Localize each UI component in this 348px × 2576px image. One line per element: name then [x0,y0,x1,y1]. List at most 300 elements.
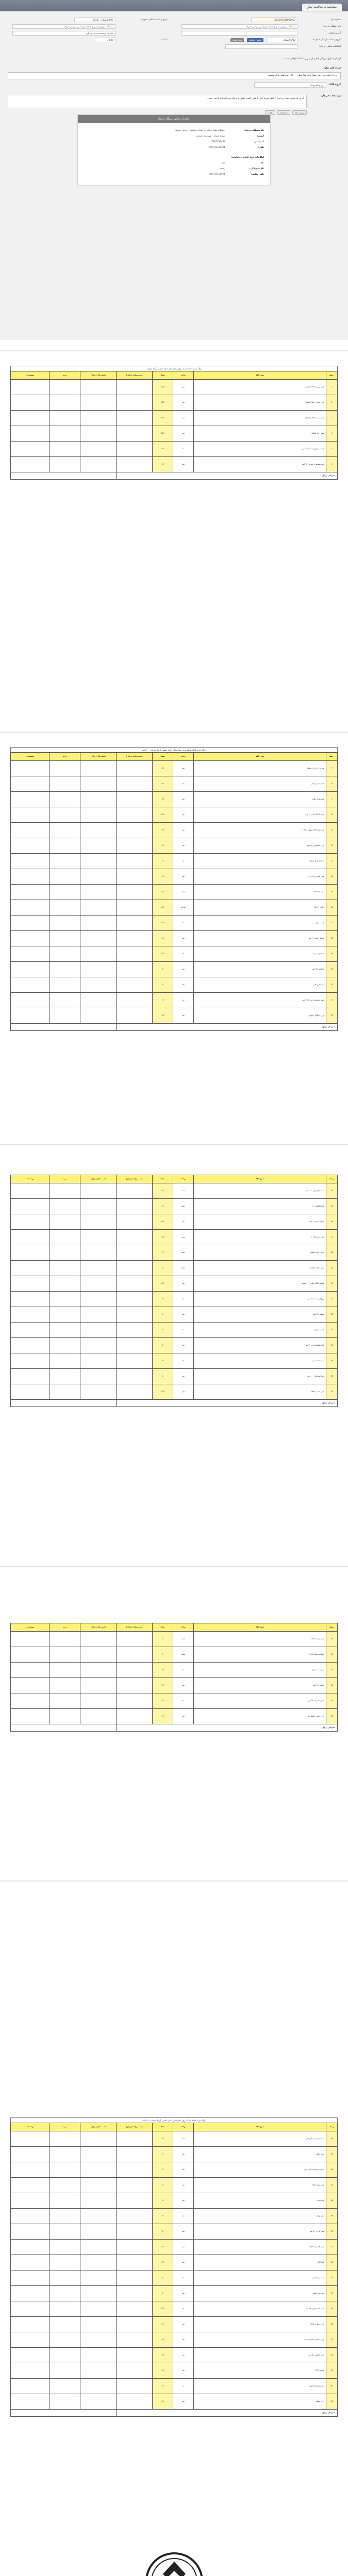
price-cell[interactable] [49,426,80,442]
price-cell[interactable] [117,2224,153,2240]
table-cell: 50 [153,2363,173,2379]
table-cell: 17 [326,916,338,931]
price-cell[interactable] [80,1338,117,1353]
price-cell[interactable] [117,2147,153,2162]
price-cell[interactable] [117,869,153,885]
price-cell[interactable] [11,2363,49,2379]
table-cell: 46 [326,2162,338,2178]
price-cell[interactable] [80,838,117,854]
price-cell[interactable] [49,1230,80,1245]
price-cell[interactable] [11,1709,49,1724]
buyer-contact-field[interactable] [225,44,297,49]
table-cell: 37 [326,1384,338,1400]
price-cell[interactable] [80,457,117,472]
table-row [11,823,338,838]
price-cell[interactable] [11,2131,49,2147]
price-cell[interactable] [49,457,80,472]
price-cell[interactable] [49,838,80,854]
price-cell[interactable] [49,2348,80,2363]
price-cell[interactable] [11,792,49,807]
price-cell[interactable] [49,1307,80,1323]
price-cell[interactable] [49,885,80,900]
field-row [8,16,168,23]
table-cell: 49 [326,2209,338,2224]
price-cell[interactable] [80,792,117,807]
unit-name-field[interactable]: دانشگاه علوم پزشکی و خدمات بهداشتی درمانی جیرفت [12,24,115,29]
price-cell[interactable] [117,2363,153,2379]
price-cell[interactable] [49,1632,80,1647]
price-cell[interactable] [117,1353,153,1369]
contact-value: 7861756447 [211,140,225,143]
sum-value[interactable] [11,1724,117,1732]
price-cell[interactable] [80,1353,117,1369]
price-cell[interactable] [11,761,49,776]
price-cell[interactable] [117,1632,153,1647]
price-cell[interactable] [117,776,153,792]
announce-date-field[interactable]: 1402/04/28 - 12:45 [74,18,115,22]
price-cell[interactable] [49,1663,80,1678]
price-cell[interactable] [117,1369,153,1384]
price-cell[interactable] [11,885,49,900]
price-cell[interactable] [11,1647,49,1663]
price-cell[interactable] [117,1323,153,1338]
price-cell[interactable] [80,807,117,823]
price-cell[interactable] [80,1307,117,1323]
view-button[interactable]: مشاهده [277,110,290,115]
price-cell[interactable] [11,946,49,962]
price-cell[interactable] [11,1183,49,1199]
price-cell[interactable] [117,2332,153,2348]
price-cell[interactable] [117,2178,153,2193]
price-cell[interactable] [11,2255,49,2270]
price-cell[interactable] [11,2162,49,2178]
price-cell[interactable] [11,442,49,457]
delivery-address-field[interactable] [181,31,297,36]
price-cell[interactable] [11,2394,49,2410]
price-cell[interactable] [117,2317,153,2332]
price-cell[interactable] [117,1245,153,1261]
price-cell[interactable] [49,1678,80,1693]
table-cell: 12 [153,2162,173,2178]
deadline-time-field[interactable]: 14:00 [95,38,115,42]
price-cell[interactable] [80,1384,117,1400]
price-cell[interactable] [11,426,49,442]
table-cell: 50 [153,2394,173,2410]
price-cell[interactable] [11,457,49,472]
price-cell[interactable] [49,2332,80,2348]
table-row [11,1678,338,1693]
price-cell[interactable] [80,2394,117,2410]
need-number-field[interactable]: 1203002346000017 [251,18,297,22]
price-cell[interactable] [80,885,117,900]
sum-value[interactable] [11,1400,117,1407]
price-cell[interactable] [49,792,80,807]
price-cell[interactable] [49,1384,80,1400]
price-cell[interactable] [80,1647,117,1663]
price-cell[interactable] [80,2348,117,2363]
price-cell[interactable] [11,1323,49,1338]
sum-value[interactable] [11,1024,117,1031]
price-cell[interactable] [80,1369,117,1384]
price-cell[interactable] [117,1199,153,1214]
price-cell[interactable] [11,1276,49,1292]
price-cell[interactable] [117,1230,153,1245]
price-cell[interactable] [117,442,153,457]
price-cell[interactable] [80,776,117,792]
price-cell[interactable] [49,2270,80,2286]
price-cell[interactable] [11,931,49,946]
price-cell[interactable] [80,1663,117,1678]
price-cell[interactable] [80,395,117,411]
price-cell[interactable] [80,1323,117,1338]
price-cell[interactable] [49,1323,80,1338]
price-cell[interactable] [11,1214,49,1230]
price-cell[interactable] [117,946,153,962]
price-cell[interactable] [49,2240,80,2255]
price-cell[interactable] [11,1353,49,1369]
price-cell[interactable] [80,993,117,1008]
price-cell[interactable] [80,2131,117,2147]
price-cell[interactable] [117,1307,153,1323]
price-cell[interactable] [49,900,80,916]
price-cell[interactable] [49,977,80,993]
price-cell[interactable] [11,977,49,993]
price-cell[interactable] [49,2317,80,2332]
price-cell[interactable] [117,1678,153,1693]
price-cell[interactable] [49,993,80,1008]
price-cell[interactable] [117,1183,153,1199]
print-button[interactable]: چاپ [265,110,275,115]
price-cell[interactable] [49,1292,80,1307]
price-cell[interactable] [117,2286,153,2301]
price-cell[interactable] [49,2286,80,2301]
price-cell[interactable] [11,411,49,426]
price-cell[interactable] [80,426,117,442]
price-cell[interactable] [49,1276,80,1292]
price-cell[interactable] [49,2162,80,2178]
price-cell[interactable] [117,962,153,977]
price-cell[interactable] [49,1353,80,1369]
price-cell[interactable] [49,1693,80,1709]
subject-field[interactable]: خرید اجناس مورد نیاز شبکه برق بیمارستان — ۴۶ ردیف طبق فایل پیوست [8,72,341,79]
column-header: قیمت واحد (ریال) [117,371,153,380]
price-cell[interactable] [11,2147,49,2162]
price-cell[interactable] [117,457,153,472]
price-cell[interactable] [80,931,117,946]
price-cell[interactable] [49,2193,80,2209]
price-cell[interactable] [11,1369,49,1384]
price-cell[interactable] [80,854,117,869]
price-cell[interactable] [11,776,49,792]
price-cell[interactable] [11,2270,49,2286]
price-cell[interactable] [80,2193,117,2209]
sum-value[interactable] [11,2410,117,2417]
price-cell[interactable] [11,854,49,869]
price-cell[interactable] [80,962,117,977]
price-cell[interactable] [80,1008,117,1024]
price-cell[interactable] [80,1693,117,1709]
price-cell[interactable] [11,900,49,916]
price-cell[interactable] [117,1384,153,1400]
price-cell[interactable] [80,1632,117,1647]
price-cell[interactable] [80,900,117,916]
price-cell[interactable] [117,2394,153,2410]
price-cell[interactable] [11,1199,49,1214]
price-cell[interactable] [80,2178,117,2193]
price-cell[interactable] [49,807,80,823]
price-cell[interactable] [80,1261,117,1276]
price-cell[interactable] [80,2363,117,2379]
price-cell[interactable] [49,1008,80,1024]
price-cell[interactable] [11,838,49,854]
price-cell[interactable] [11,1261,49,1276]
price-cell[interactable] [117,807,153,823]
price-cell[interactable] [117,761,153,776]
sum-label: جمع کل (ریال) [117,2410,338,2417]
price-cell[interactable] [80,1292,117,1307]
price-cell[interactable] [80,1214,117,1230]
price-cell[interactable] [80,411,117,426]
price-cell[interactable] [80,380,117,395]
price-cell[interactable] [49,1245,80,1261]
price-cell[interactable] [117,977,153,993]
price-cell[interactable] [49,1214,80,1230]
price-cell[interactable] [49,2178,80,2193]
price-cell[interactable] [49,761,80,776]
items-table [10,1623,338,1732]
price-cell[interactable] [117,2162,153,2178]
price-cell[interactable] [11,823,49,838]
price-cell[interactable] [80,977,117,993]
price-cell[interactable] [117,1261,153,1276]
price-cell[interactable] [49,442,80,457]
table-cell: بست کمربندی ۳۰ سانتی [194,1183,326,1199]
price-cell[interactable] [117,838,153,854]
price-cell[interactable] [49,962,80,977]
price-cell[interactable] [117,2240,153,2255]
price-cell[interactable] [49,2363,80,2379]
buyer-name-field[interactable]: دانشگاه علوم پزشکی و خدمات بهداشتی درمانی جیرفت [181,24,297,29]
price-cell[interactable] [80,2162,117,2178]
price-cell[interactable] [117,1663,153,1678]
price-cell[interactable] [117,426,153,442]
price-cell[interactable] [49,869,80,885]
price-cell[interactable] [117,1214,153,1230]
price-cell[interactable] [49,2131,80,2147]
price-cell[interactable] [80,2209,117,2224]
price-cell[interactable] [49,1261,80,1276]
price-cell[interactable] [11,1678,49,1693]
price-cell[interactable] [11,2379,49,2394]
price-cell[interactable] [11,2209,49,2224]
price-cell[interactable] [49,2224,80,2240]
price-cell[interactable] [49,411,80,426]
price-cell[interactable] [117,1693,153,1709]
price-cell[interactable] [80,2317,117,2332]
price-cell[interactable] [11,1307,49,1323]
price-cell[interactable] [49,2209,80,2224]
price-cell[interactable] [11,1008,49,1024]
price-cell[interactable] [11,2178,49,2193]
price-cell[interactable] [11,2286,49,2301]
price-cell[interactable] [11,2332,49,2348]
price-cell[interactable] [49,380,80,395]
deadline-date-field[interactable]: 1402/05/02 [267,38,297,42]
price-cell[interactable] [80,2147,117,2162]
price-cell[interactable] [11,2240,49,2255]
price-cell[interactable] [80,946,117,962]
table-cell: 80 [153,1276,173,1292]
price-cell[interactable] [49,2255,80,2270]
price-cell[interactable] [11,2193,49,2209]
price-cell[interactable] [49,2394,80,2410]
price-cell[interactable] [117,2270,153,2286]
price-cell[interactable] [11,993,49,1008]
price-cell[interactable] [117,1647,153,1663]
table-cell: عدد [173,1353,194,1369]
price-cell[interactable] [117,2209,153,2224]
price-cell[interactable] [11,1245,49,1261]
attachments-button[interactable]: پیوست ها [292,110,307,115]
price-cell[interactable] [49,2379,80,2394]
price-cell[interactable] [11,1663,49,1678]
price-cell[interactable] [117,1276,153,1292]
price-cell[interactable] [49,2301,80,2317]
table-cell: عدد [173,442,194,457]
price-cell[interactable] [80,823,117,838]
price-cell[interactable] [11,2301,49,2317]
contact-label: تلفن تماس: [251,172,264,175]
table-cell: 4 [153,2270,173,2286]
price-cell[interactable] [117,2301,153,2317]
sum-value[interactable] [11,472,117,480]
price-cell[interactable] [117,823,153,838]
price-cell[interactable] [11,1292,49,1307]
price-cell[interactable] [49,916,80,931]
price-cell[interactable] [117,2131,153,2147]
column-header: ردیف [326,371,338,380]
table-row [11,380,338,395]
table-cell: 60 [153,761,173,776]
price-cell[interactable] [11,2224,49,2240]
price-cell[interactable] [11,2348,49,2363]
price-cell[interactable] [80,2255,117,2270]
price-cell[interactable] [80,1183,117,1199]
table-cell: چراغ سقفی توکار ۱۸ وات [194,2332,326,2348]
price-cell[interactable] [117,411,153,426]
price-cell[interactable] [80,2332,117,2348]
sum-row [11,472,338,480]
price-cell[interactable] [80,869,117,885]
price-cell[interactable] [11,962,49,977]
group-field[interactable]: برق و الکترونیک [254,82,326,88]
table-cell: بسته [173,2131,194,2147]
price-cell[interactable] [117,900,153,916]
price-cell[interactable] [80,2301,117,2317]
price-cell[interactable] [49,1369,80,1384]
price-cell[interactable] [11,1384,49,1400]
price-cell[interactable] [11,2317,49,2332]
price-cell[interactable] [80,2379,117,2394]
price-cell[interactable] [80,1230,117,1245]
price-cell[interactable] [49,1338,80,1353]
price-cell[interactable] [49,1647,80,1663]
price-cell[interactable] [117,2379,153,2394]
price-cell[interactable] [117,854,153,869]
price-cell[interactable] [11,395,49,411]
price-cell[interactable] [117,931,153,946]
price-cell[interactable] [117,380,153,395]
price-cell[interactable] [11,1632,49,1647]
table-cell: 55 [326,2301,338,2317]
price-cell[interactable] [117,885,153,900]
price-cell[interactable] [117,993,153,1008]
table-cell: سیم ۱×۱٫۵ افشان [194,1261,326,1276]
price-cell[interactable] [49,823,80,838]
desc-field[interactable]: ایران کد مشابه است. پرداخت ۴ ماهه. هزینه حمل با تامین کننده. تکمیل و ارسال فرم استعلام الزامی است. [8,95,307,108]
price-cell[interactable] [80,2286,117,2301]
price-cell[interactable] [80,2270,117,2286]
price-cell[interactable] [49,1709,80,1724]
price-cell[interactable] [80,916,117,931]
column-header: برند [49,1623,80,1632]
price-cell[interactable] [117,2255,153,2270]
price-cell[interactable] [117,792,153,807]
price-cell[interactable] [11,807,49,823]
price-cell[interactable] [11,1693,49,1709]
price-cell[interactable] [11,380,49,395]
price-cell[interactable] [49,1199,80,1214]
price-cell[interactable] [117,2348,153,2363]
price-cell[interactable] [117,1338,153,1353]
table-cell: عدد [173,2379,194,2394]
price-cell[interactable] [11,1338,49,1353]
price-cell[interactable] [117,1709,153,1724]
price-cell[interactable] [80,1678,117,1693]
price-cell[interactable] [49,395,80,411]
price-cell[interactable] [49,2147,80,2162]
price-cell[interactable] [49,931,80,946]
price-cell[interactable] [117,2193,153,2209]
price-cell[interactable] [80,1709,117,1724]
price-cell[interactable] [11,916,49,931]
price-cell[interactable] [80,2240,117,2255]
column-header: قیمت واحد (ریال) [117,753,153,761]
price-cell[interactable] [117,1008,153,1024]
price-cell[interactable] [49,1183,80,1199]
tab-tender-info[interactable]: مشخصات مناقصه ساز [302,4,342,11]
price-cell[interactable] [117,395,153,411]
price-cell[interactable] [80,442,117,457]
price-cell[interactable] [11,869,49,885]
price-cell[interactable] [49,854,80,869]
price-cell[interactable] [80,761,117,776]
contact-row [84,133,264,139]
price-cell[interactable] [117,916,153,931]
price-cell[interactable] [11,1230,49,1245]
price-cell[interactable] [80,2224,117,2240]
column-header: توضیحات [11,371,49,380]
price-cell[interactable] [49,776,80,792]
price-cell[interactable] [49,946,80,962]
price-cell[interactable] [80,1245,117,1261]
price-cell[interactable] [80,1199,117,1214]
price-cell[interactable] [80,1276,117,1292]
price-cell[interactable] [117,1292,153,1307]
table-cell: 20 [153,2131,173,2147]
department-field[interactable]: معاونت توسعه مدیریت و منابع [12,31,115,36]
status-chip[interactable]: نمایش جزئیات [247,38,263,42]
